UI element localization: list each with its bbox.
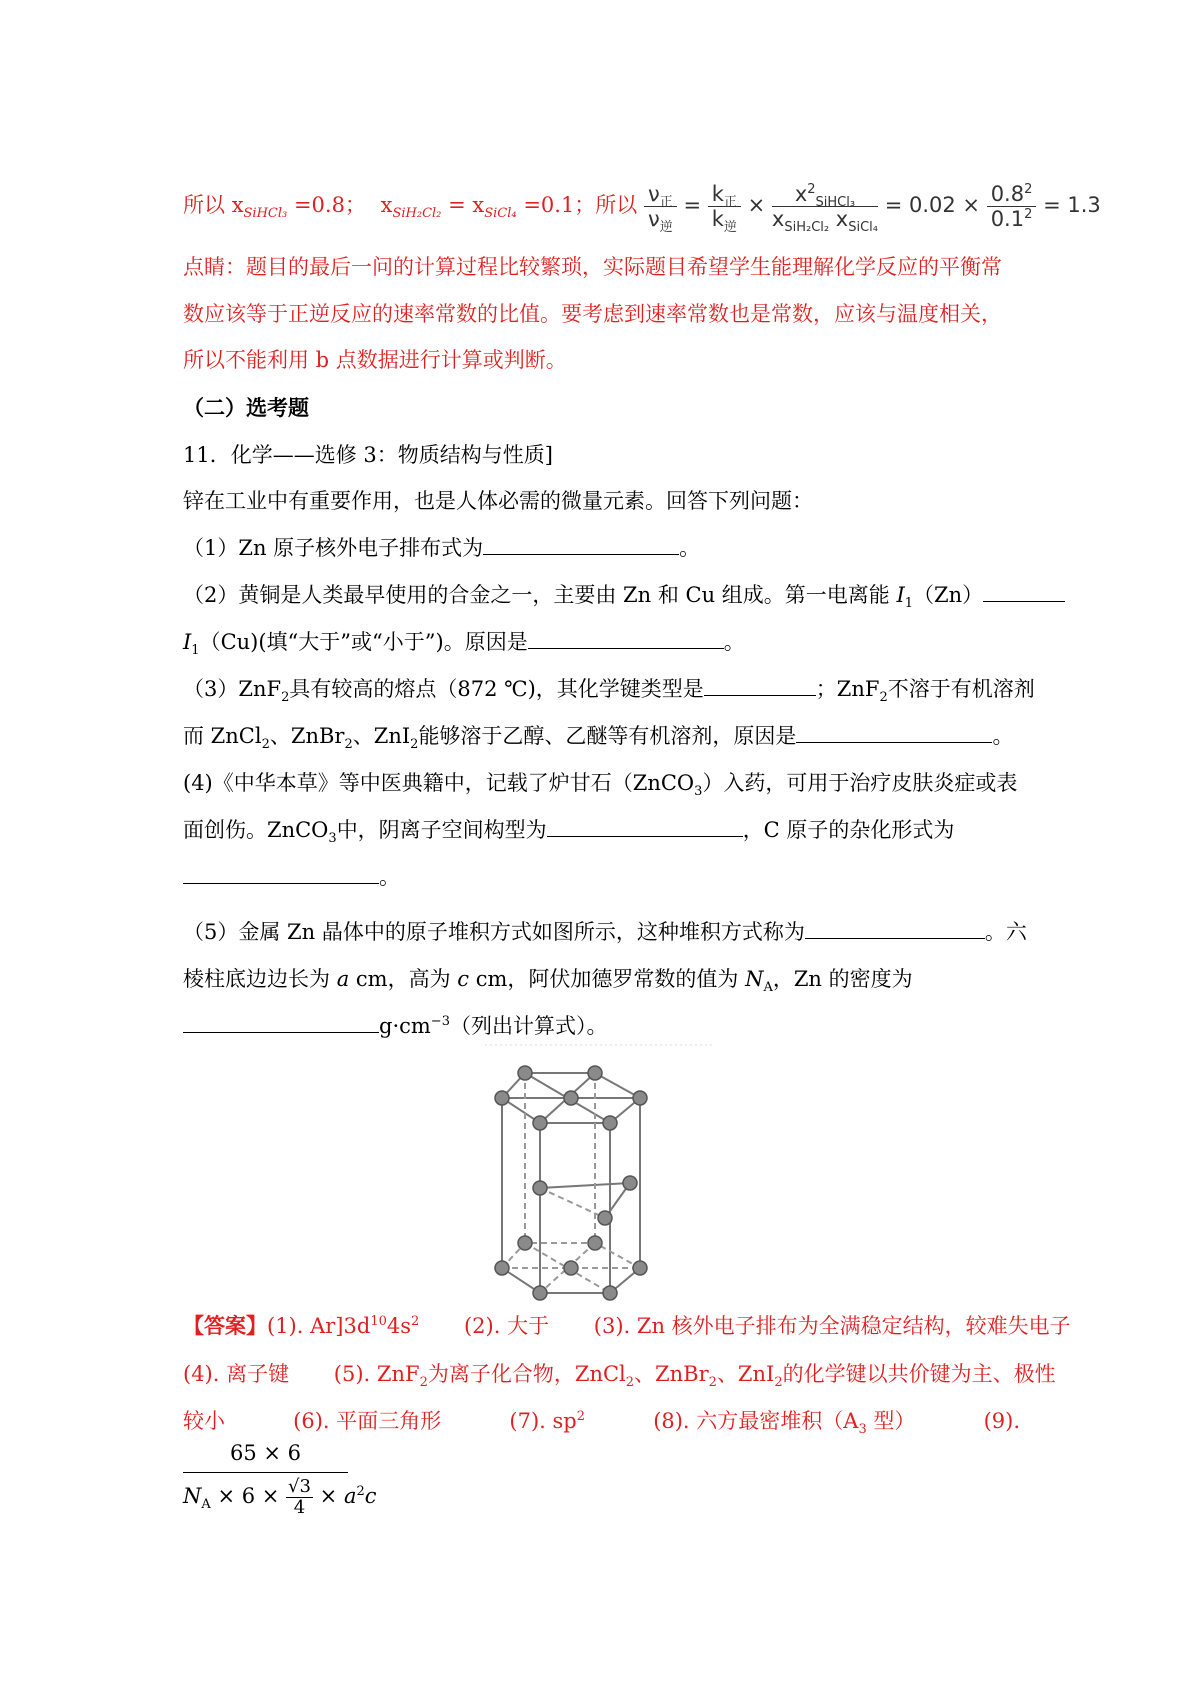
note-line-1: 点睛：题目的最后一问的计算过程比较繁琐，实际题目希望学生能理解化学反应的平衡常 — [183, 255, 1002, 279]
question-intro: 锌在工业中有重要作用，也是人体必需的微量元素。回答下列问题： — [183, 489, 813, 513]
note-line-2: 数应该等于正逆反应的速率常数的比值。要考虑到速率常数也是常数，应该与温度相关， — [183, 302, 1002, 326]
hcp-crystal-figure — [485, 1043, 715, 1303]
question-4-line-1: (4)《中华本草》等中医典籍中，记载了炉甘石（ZnCO$_3$）入药，可用于治疗皮肤炎症或表 — [183, 771, 1018, 800]
question-title: 11．化学——选修 3：物质结构与性质] — [183, 443, 553, 467]
answer-blank[interactable] — [805, 918, 985, 939]
question-4-line-3: 。 — [183, 863, 400, 891]
answer-blank[interactable] — [547, 816, 743, 837]
answer-blank[interactable] — [796, 722, 992, 743]
question-3-line-2: 而 ZnCl$_2$、ZnBr$_2$、ZnI$_2$能够溶于乙醇、乙醚等有机溶剂，原因是 。 — [183, 724, 1014, 753]
answer-blank[interactable] — [983, 581, 1065, 602]
answer-blank[interactable] — [483, 534, 679, 555]
question-5-line-1: （5）金属 Zn 晶体中的原子堆积方式如图所示，这种堆积方式称为 。六 — [183, 920, 1027, 944]
question-3-line-1: （3）ZnF$_2$具有较高的熔点（872 ℃)，其化学键类型是 ；ZnF$_2$不溶于有机溶剂 — [183, 677, 1035, 706]
question-4-line-2: 面创伤。ZnCO$_3$中，阴离子空间构型为 ，C 原子的杂化形式为 — [183, 818, 955, 847]
nu-ratio-fraction: $\frac{\nu_正}{\nu_逆}$ — [644, 182, 677, 231]
numeric-fraction: $\frac{0.8^2}{0.1^2}$ — [987, 182, 1037, 231]
question-1: （1）Zn 原子核外电子排布式为 。 — [183, 536, 701, 560]
question-5-line-2: 棱柱底边边长为 a cm，高为 c cm，阿伏加德罗常数的值为 $N_A$，Zn 的密度为 — [183, 967, 913, 996]
question-5-line-3: $g\cdot cm^{-3}$（列出计算式）。 — [183, 1012, 607, 1040]
section-title: （二）选考题 — [183, 395, 309, 420]
question-2-line-1: （2）黄铜是人类最早使用的合金之一，主要由 Zn 和 Cu 组成。第一电离能 $I_1(Zn)$ — [183, 581, 1065, 609]
answer-blank[interactable] — [528, 628, 724, 649]
k-ratio-fraction: $\frac{k_正}{k_逆}$ — [708, 182, 741, 231]
answer-line-2: (4). 离子键 (5). ZnF$_2$为离子化合物，ZnCl$_2$、ZnBr$_2$、ZnI$_2$的化学键以共价键为主、极性 — [183, 1362, 1056, 1391]
x-ratio-fraction: $\frac{x^2_{SiHCl_3}}{x_{SiH_2Cl_2} x_{SiCl_4}}$ — [771, 182, 878, 236]
answer-blank[interactable] — [183, 863, 379, 884]
answer-blank[interactable] — [704, 675, 816, 696]
answer-line-1: 【答案】(1). $Ar]3d^{10}4s^2$ (2). 大于 (3). Zn 核外电子排布为全满稳定结构，较难失电子 — [183, 1313, 1071, 1338]
note-line-3: 所以不能利用 b 点数据进行计算或判断。 — [183, 348, 567, 372]
answer-blank[interactable] — [183, 1012, 379, 1033]
question-2-line-2: $I_1(Cu)$(填“大于”或“小于”)。原因是 。 — [183, 630, 745, 659]
density-formula: 65 × 6 $N_A \times 6$ × $\frac{√3}{4}$ × $a^2c$ — [183, 1441, 377, 1518]
rate-formula-line: 所以 $x_{SiHCl_3} =0.8$； $x_{SiH_2Cl_2} = x_{SiCl_4} =0.1$；所以 $\frac{\nu_正}{\nu_逆}$ = $\frac{k_正}{k_逆}$ × $\frac{x^2_{SiHCl_3}}{x_{SiH_2Cl_2} x_{SiCl_4}}$ = 0.02 × $\frac{0.8^2}{0.1^2}$ = 1.3 — [183, 182, 1101, 236]
answer-line-3: 较小 (6). 平面三角形 (7). $sp^2$ (8). 六方最密堆积（$A_3$ 型） (9). — [183, 1409, 1020, 1438]
